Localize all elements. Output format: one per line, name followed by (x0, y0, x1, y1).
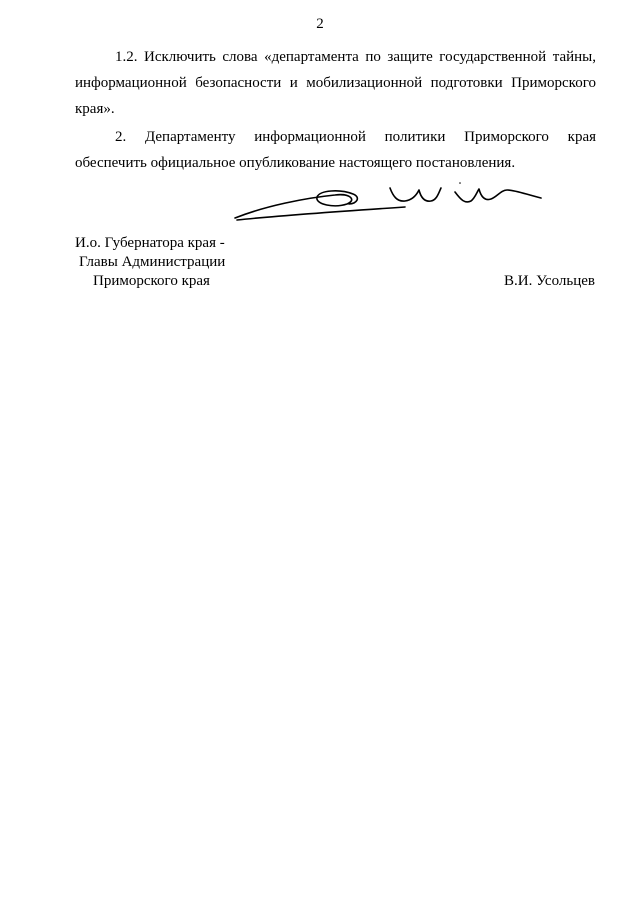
paragraph-2-line-1: 2. Департаменту информационной политики Приморского края (115, 129, 596, 145)
page-number: 2 (316, 16, 324, 32)
paragraph-2 (75, 124, 596, 176)
handwritten-signature (225, 180, 555, 230)
position-line-1: И.о. Губернатора края - (75, 235, 225, 251)
position-line-3: Приморского края (93, 273, 210, 289)
paragraph-2-line-2: обеспечить официальное опубликование настоящего постановления. (75, 155, 516, 171)
signatory-position (75, 234, 225, 291)
paragraph-1-2: 1.2. Исключить слова «департамента по защите государственной тайны, информационной безопасности и мобилизационной подготовки Приморского края». (75, 49, 596, 117)
signatory-name: В.И. Усольцев (504, 273, 595, 289)
position-line-2: Главы Администрации (79, 254, 226, 270)
